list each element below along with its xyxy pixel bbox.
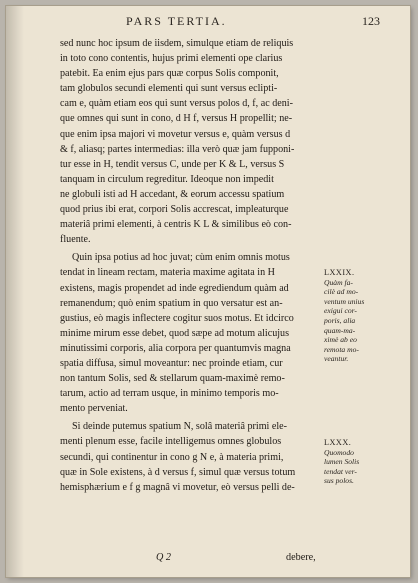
text-line: que omnes qui sunt in cono, d H f, versus H propellit; ne- (60, 113, 293, 125)
margin-note-lxxix (324, 268, 402, 364)
signature-mark: Q 2 (156, 552, 171, 563)
catchword: debere, (286, 552, 316, 563)
paragraph-start-line: Quin ipsa potius ad hoc juvat; cùm enim omnis motus (72, 252, 290, 264)
text-line: tam globulos secundi elementi qui sunt versus eclipti- (60, 83, 278, 95)
margin-note-line: tendat ver- (324, 466, 357, 476)
margin-note-line: ximè ab eo (324, 335, 357, 345)
text-line: quæ in Sole existens, à d versus f, simul quæ versus totum (60, 466, 296, 478)
margin-note-lxxx (324, 438, 402, 486)
text-line: minutissimi corporis, alia corpora per quantumvis magna (60, 342, 291, 354)
text-line: materiâ primi elementi, à centris K L & similibus eò con- (60, 219, 292, 231)
paragraph-start-line: Si deinde putemus spatium N, solâ materiâ primi ele- (72, 421, 288, 433)
margin-note-line: lumen Solis (324, 457, 360, 467)
margin-note-line: sus polos. (324, 476, 354, 486)
text-line: tanquam in circulum regreditur. Ideoque non impedit (60, 173, 274, 185)
text-line: ne globuli isti ad H accedant, & eorum accessu spatium (60, 188, 285, 200)
text-line: remanendum; quò enim spatium in quo versatur est an- (60, 297, 283, 309)
text-line: sed nunc hoc ipsum de iisdem, simulque etiam de reliquis (60, 38, 294, 49)
margin-note-number: LXXIX. (324, 268, 355, 277)
margin-note-line: veantur. (324, 354, 349, 364)
text-line: in toto cono contentis, hujus primi elementi ope clarius (60, 53, 283, 65)
text-line: tur esse in H, tendit versus C, unde per K & L, versus S (60, 158, 285, 170)
text-line: fluente. (60, 234, 91, 246)
margin-note-number: LXXX. (324, 438, 352, 447)
margin-note-line: poris, alia (324, 315, 356, 325)
text-line: & f, aliasq; partes intermedias: illa verò quæ jam fupponi- (60, 143, 295, 155)
text-line: spatia diffusa, simul moveantur: nec proinde etiam, cur (60, 357, 283, 369)
margin-note-line: exigui cor- (324, 306, 357, 316)
main-text-block (60, 36, 326, 495)
margin-note-line: Quàm fa- (324, 277, 353, 287)
running-header (6, 14, 410, 30)
text-line: secundi, qui continentur in cono g N e, à materia primi, (60, 451, 284, 463)
text-line: tendat in lineam rectam, materia maxime agitata in H (60, 267, 275, 279)
book-page (6, 6, 410, 577)
margin-note-line: Quomodo (324, 447, 354, 457)
margin-note-line: remota mo- (324, 344, 359, 354)
page-number: 123 (362, 14, 380, 28)
text-line: hemisphærium e f g magnâ vi movetur, eò versus pelli de- (60, 481, 295, 493)
margin-note-line: ventum unius (324, 296, 365, 306)
text-line: mento perveniat. (60, 403, 128, 415)
text-line: gustius, eò magis inflectere cogitur suos motus. Et idcirco (60, 312, 294, 324)
text-line: patebit. Ea enim ejus pars quæ corpus Solis componit, (60, 68, 279, 80)
text-line: cam e, quàm etiam eos qui sunt versus polos d, f, ac deni- (60, 98, 293, 110)
text-line: quod prius ibi erat, corpori Solis accrescat, impleaturque (60, 204, 289, 216)
text-line: tarum, actio ad terram usque, in minimo temporis mo- (60, 388, 279, 400)
running-title: PARS TERTIA. (126, 14, 227, 28)
text-line: minime mirum esse debet, quod sæpe ad motum alicujus (60, 327, 290, 339)
margin-note-line: cilè ad mo- (324, 287, 359, 297)
margin-note-line: quam-ma- (324, 325, 356, 335)
text-line: menti plenum esse, facile intelligemus omnes globulos (60, 436, 282, 448)
text-line: existens, magis propendet ad inde egrediendum quàm ad (60, 282, 289, 294)
text-line: que enim ipsa majori vi movetur versus e, quàm versus d (60, 128, 291, 140)
page-gutter-shadow (6, 6, 24, 577)
text-line: non tantum Solis, sed & stellarum quam-maximè remo- (60, 373, 285, 385)
